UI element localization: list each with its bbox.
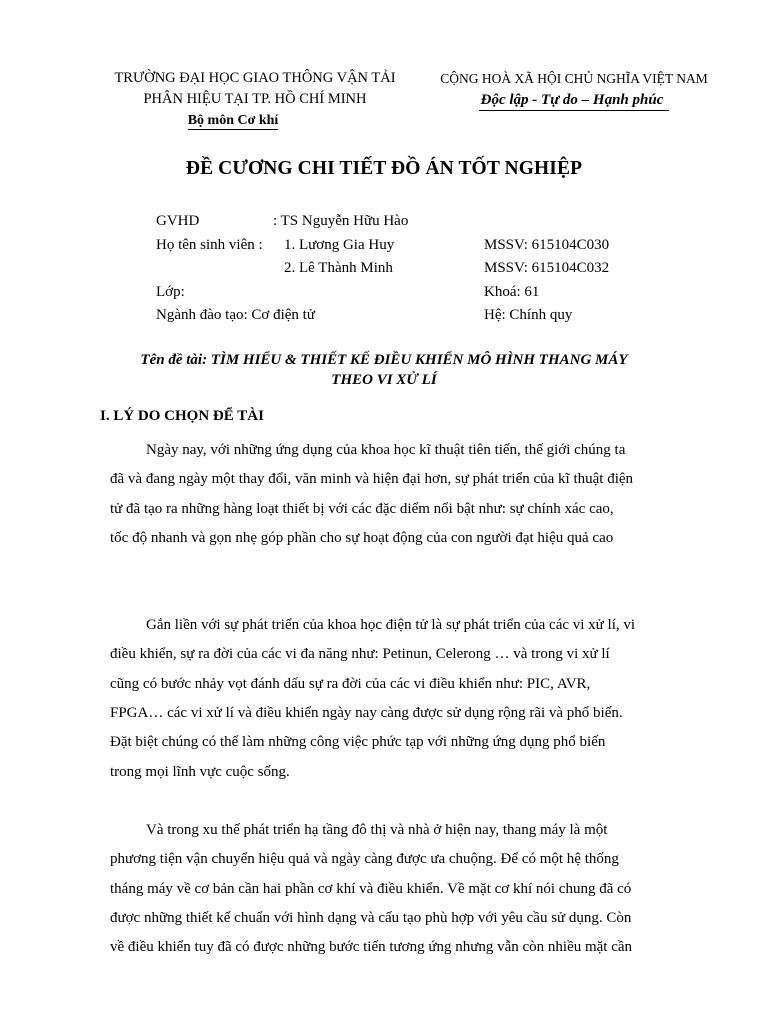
- paragraph: [110, 816, 700, 962]
- text-line: trong mọi lĩnh vực cuộc sống.: [110, 763, 290, 780]
- text-line: đã và đang ngày một thay đổi, văn minh và hiện đại hơn, sự phát triển của kĩ thuật điện: [110, 471, 634, 488]
- section-heading: I. LÝ DO CHỌN ĐỂ TÀI: [100, 408, 264, 424]
- campus-name: PHÂN HIỆU TẠI TP. HỒ CHÍ MINH: [143, 91, 367, 107]
- text-line: phương tiện vận chuyển hiệu quả và ngày càng được ưa chuộng. Để có một hệ thống: [110, 851, 619, 868]
- text-line: điều khiển, sự ra đời của các vi đa năng như: Petinun, Celerong … và trong vi xử lí: [110, 646, 610, 663]
- university-name: TRƯỜNG ĐẠI HỌC GIAO THÔNG VẬN TẢI: [114, 70, 396, 86]
- info-value: : TS Nguyễn Hữu Hào: [273, 213, 409, 229]
- document-title: ĐỀ CƯƠNG CHI TIẾT ĐỒ ÁN TỐT NGHIỆP: [185, 158, 583, 179]
- text-line: cũng có bước nhảy vọt đánh dấu sự ra đời của các vi điều khiển như: PIC, AVR,: [110, 675, 591, 692]
- topic-line: Tên đề tài: TÌM HIỂU & THIẾT KẾ ĐIỀU KHIỂN MÔ HÌNH THANG MÁY: [140, 352, 628, 368]
- info-extra: Hệ: Chính quy: [484, 307, 573, 323]
- paragraph: [110, 436, 700, 553]
- text-line: tử đã tạo ra những hàng loạt thiết bị với các đặc diểm nổi bật như: sự chính xác cao,: [110, 500, 614, 517]
- info-label: Ngành đào tạo: Cơ điện tử: [156, 307, 315, 323]
- university-header: [90, 68, 420, 131]
- text-line: về điều khiển tuy đã có được những bước tiến tương ứng nhưng vẫn còn nhiều mặt cần: [110, 939, 633, 956]
- text-line: được những thiết kế chuẩn với hình dạng và cấu tạo phù hợp với yêu cầu sử dụng. Còn: [110, 909, 632, 926]
- topic-line: THEO VI XỬ LÍ: [331, 372, 437, 388]
- thesis-topic: [0, 350, 768, 390]
- text-line: Gắn liền với sự phát triển của khoa học điện tử là sự phát triển của các vi xử lí, vi: [146, 617, 636, 634]
- text-line: Ngày nay, với những ứng dụng của khoa học kĩ thuật tiên tiến, thế giới chúng ta: [146, 442, 626, 458]
- info-label: GVHD: [156, 213, 200, 229]
- info-value: 1. Lương Gia Huy: [284, 236, 395, 253]
- paragraph: [110, 611, 700, 787]
- text-line: Và trong xu thế phát triển hạ tầng đô thị và nhà ở hiện nay, thang máy là một: [146, 821, 608, 838]
- info-extra: MSSV: 615104C032: [484, 260, 610, 276]
- text-line: tháng máy về cơ bản cần hai phần cơ khí và điều khiển. Về mặt cơ khí nói chung đã có: [110, 880, 632, 897]
- national-motto: Độc lập - Tự do – Hạnh phúc: [479, 90, 670, 111]
- text-line: FPGA… các vi xử lí và điều khiển ngày nay càng được sử dụng rộng rãi và phổ biến.: [110, 705, 623, 722]
- info-value: 2. Lê Thành Minh: [284, 260, 393, 276]
- nation-name: CỘNG HOÀ XÃ HỘI CHỦ NGHĨA VIỆT NAM: [440, 71, 708, 86]
- department-name: Bộ môn Cơ khí: [187, 113, 279, 128]
- info-label: Lớp:: [156, 283, 185, 300]
- section-body: [110, 436, 700, 991]
- info-label: Họ tên sinh viên :: [156, 236, 263, 253]
- text-line: Đặt biệt chúng có thể làm những công việc phức tạp với những ứng dụng phổ biến: [110, 734, 606, 751]
- info-extra: Khoá: 61: [484, 283, 540, 300]
- national-header: [432, 68, 716, 111]
- text-line: tốc độ nhanh và gọn nhẹ góp phần cho sự hoạt động của con người đạt hiệu quả cao: [110, 529, 614, 546]
- info-extra: MSSV: 615104C030: [484, 236, 610, 253]
